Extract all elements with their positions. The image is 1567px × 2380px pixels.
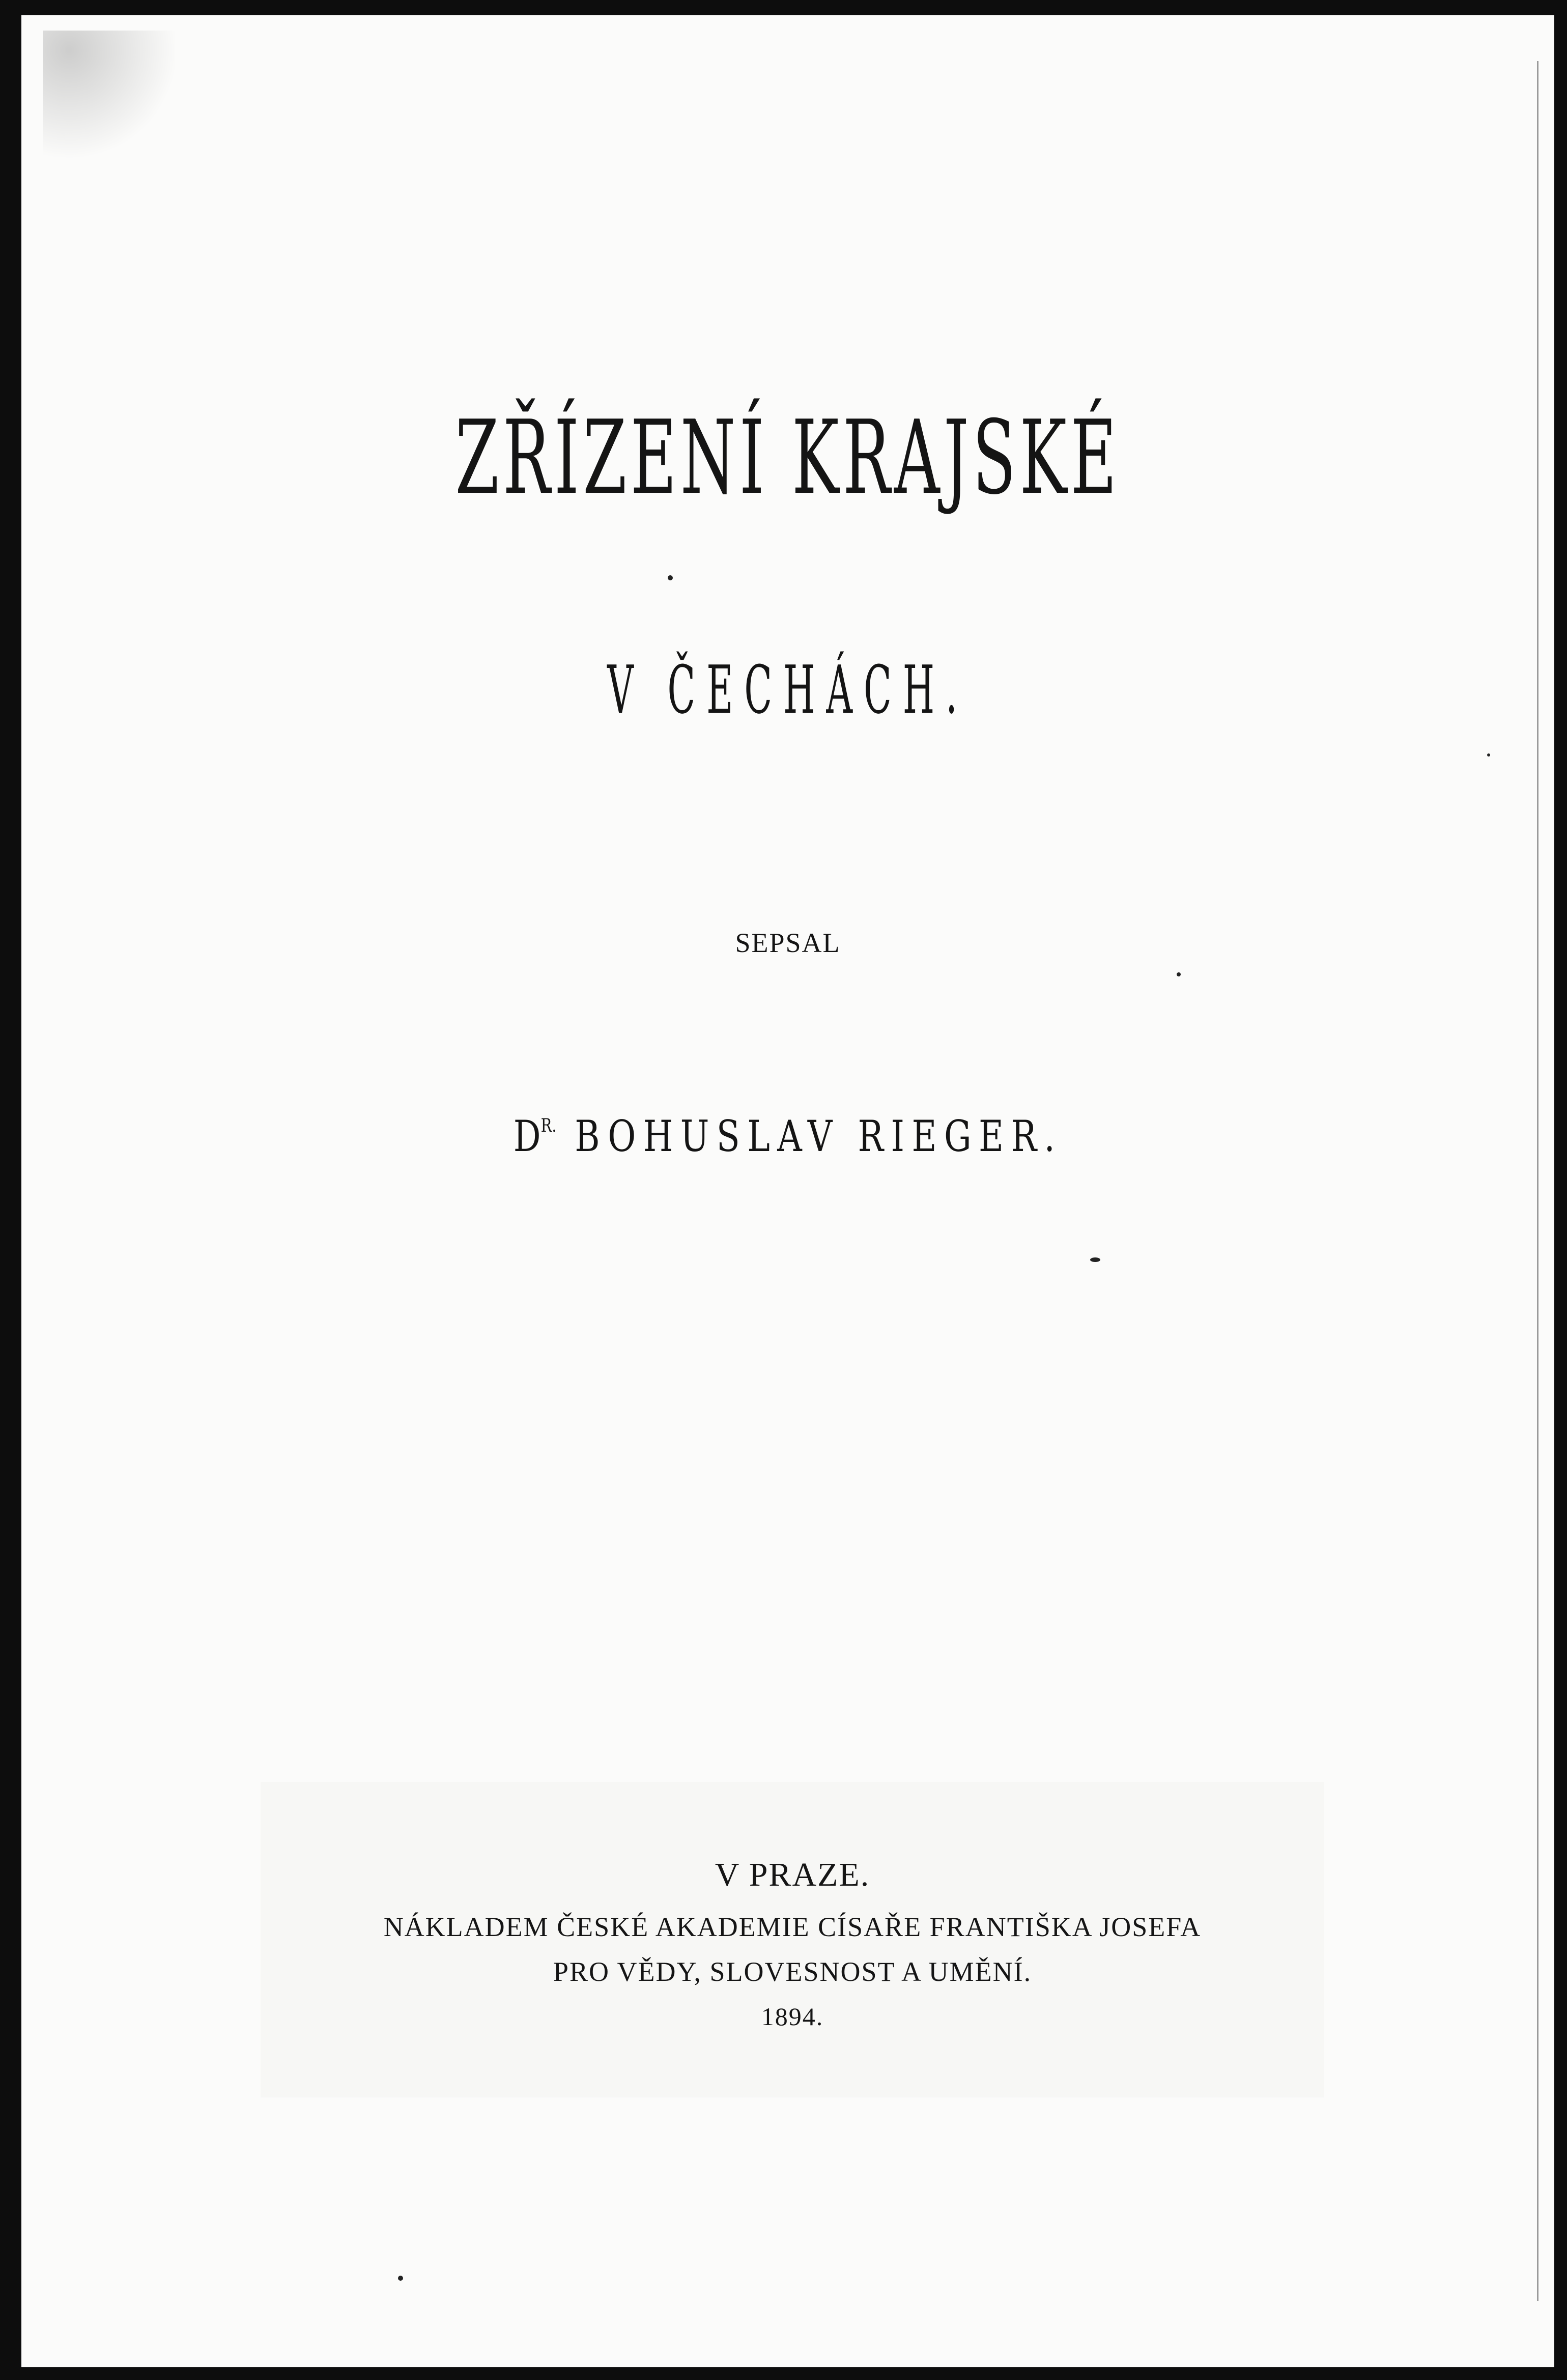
book-subtitle: V ČECHÁCH. (607, 651, 968, 729)
author-line (175, 1111, 1401, 1161)
book-title: ZŘÍZENÍ KRAJSKÉ (455, 399, 1121, 517)
author-name: BOHUSLAV RIEGER. (575, 1111, 1063, 1161)
byline-label: SEPSAL (735, 928, 841, 958)
scan-speck (1487, 753, 1490, 757)
imprint-publisher-line-2: PRO VĚDY, SLOVESNOST A UMĚNÍ. (553, 1956, 1032, 1987)
imprint-year: 1894. (761, 2002, 824, 2031)
corner-smudge (43, 31, 175, 163)
title-page (21, 15, 1554, 2367)
page-edge-line (1537, 61, 1538, 2301)
author-prefix: $D^{R.}$ (513, 1111, 557, 1161)
imprint-block (261, 1782, 1324, 2097)
imprint-publisher-line-1: NÁKLADEM ČESKÉ AKADEMIE CÍSAŘE FRANTIŠKA JOSEFA (383, 1912, 1202, 1942)
scan-speck (398, 2276, 403, 2281)
scan-speck (1177, 972, 1181, 976)
scan-speck (1090, 1257, 1100, 1262)
author-prefix-superscript: R. (540, 1115, 557, 1136)
imprint-place: V PRAZE. (715, 1856, 870, 1893)
scan-speck (668, 575, 673, 580)
